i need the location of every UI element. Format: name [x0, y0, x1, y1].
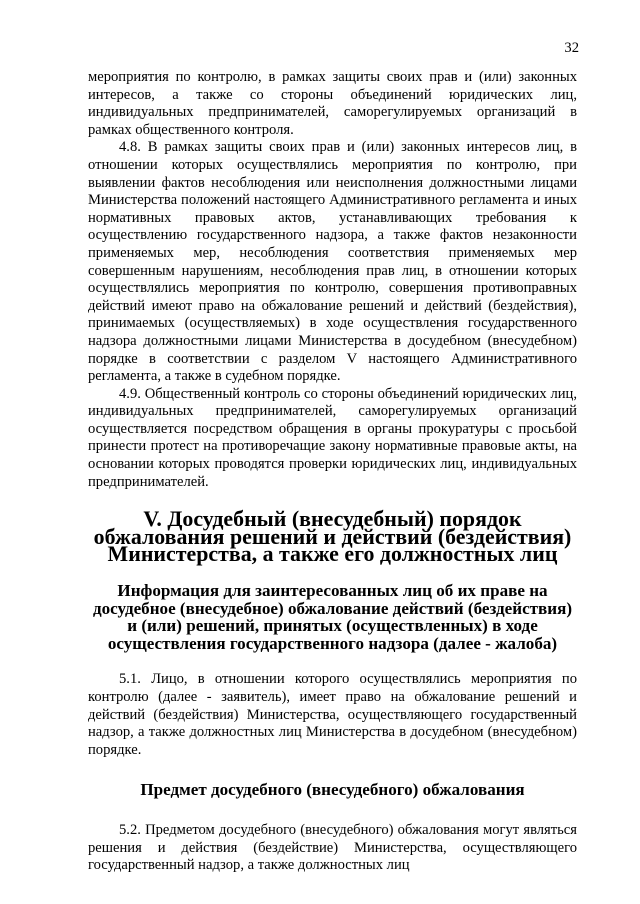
section-v-heading: V. Досудебный (внесудебный) порядок обжалования решений и действий (бездействия) Министерства, а также его должностных лиц: [93, 506, 572, 567]
document-body: [88, 69, 577, 875]
info-heading: Информация для заинтересованных лиц об их праве на досудебное (внесудебное) обжалование действий (бездействия) и (или) решений, принятых (осуществленных) в ходе осуществления государственного надзора (далее - жалоба): [92, 581, 573, 653]
paragraph-5-2: 5.2. Предметом досудебного (внесудебного) обжалования могут являться решения и действия (бездействие) Министерства, осуществляющего государственный надзор, а также должностных лиц: [88, 821, 577, 874]
paragraph-4-8: 4.8. В рамках защиты своих прав и (или) законных интересов лиц, в отношении которых осуществлялись мероприятия по контролю, при выявлении фактов несоблюдения или неисполнения должностными лицами Министерства положений настоящего Административного регламента и иных нормативных правовых актов, устанавливающих требования к осуществлению государственного надзора, а также фактов незаконности применяемых мер, несоблюдения соответствия применяемых мер совершенным нарушениям, несоблюдения прав лиц, в отношении которых осуществлялись мероприятия по контролю, совершения противоправных действий имеют право на обжалование решений и действий (бездействия), принимаемых (осуществляемых) в ходе осуществления государственного надзора должностными лицами Министерства в досудебном (внесудебном) порядке в соответствии с разделом V настоящего Административного регламента, а также в судебном порядке.: [88, 139, 577, 385]
paragraph-4-9: 4.9. Общественный контроль со стороны объединений юридических лиц, индивидуальных предпринимателей, саморегулируемых организаций осуществляется посредством обращения в органы прокуратуры с просьбой принести протест на противоречащие закону нормативные правовые акты, на основании которых проводятся проверки юридических лиц, индивидуальных предпринимателей.: [88, 385, 577, 490]
paragraph-5-1: 5.1. Лицо, в отношении которого осуществлялись мероприятия по контролю (далее - заявитель), имеет право на обжалование решений и действий (бездействия) Министерства, осуществляющего государственный надзор, а также должностных лиц Министерства в досудебном (внесудебном) порядке.: [88, 671, 577, 758]
paragraph-continued: мероприятия по контролю, в рамках защиты своих прав и (или) законных интересов, а также со стороны объединений юридических лиц, индивидуальных предпринимателей, саморегулируемых организаций в рамках общественного контроля.: [88, 69, 577, 138]
page-number: 32: [564, 40, 579, 56]
subject-heading: Предмет досудебного (внесудебного) обжалования: [140, 780, 525, 800]
